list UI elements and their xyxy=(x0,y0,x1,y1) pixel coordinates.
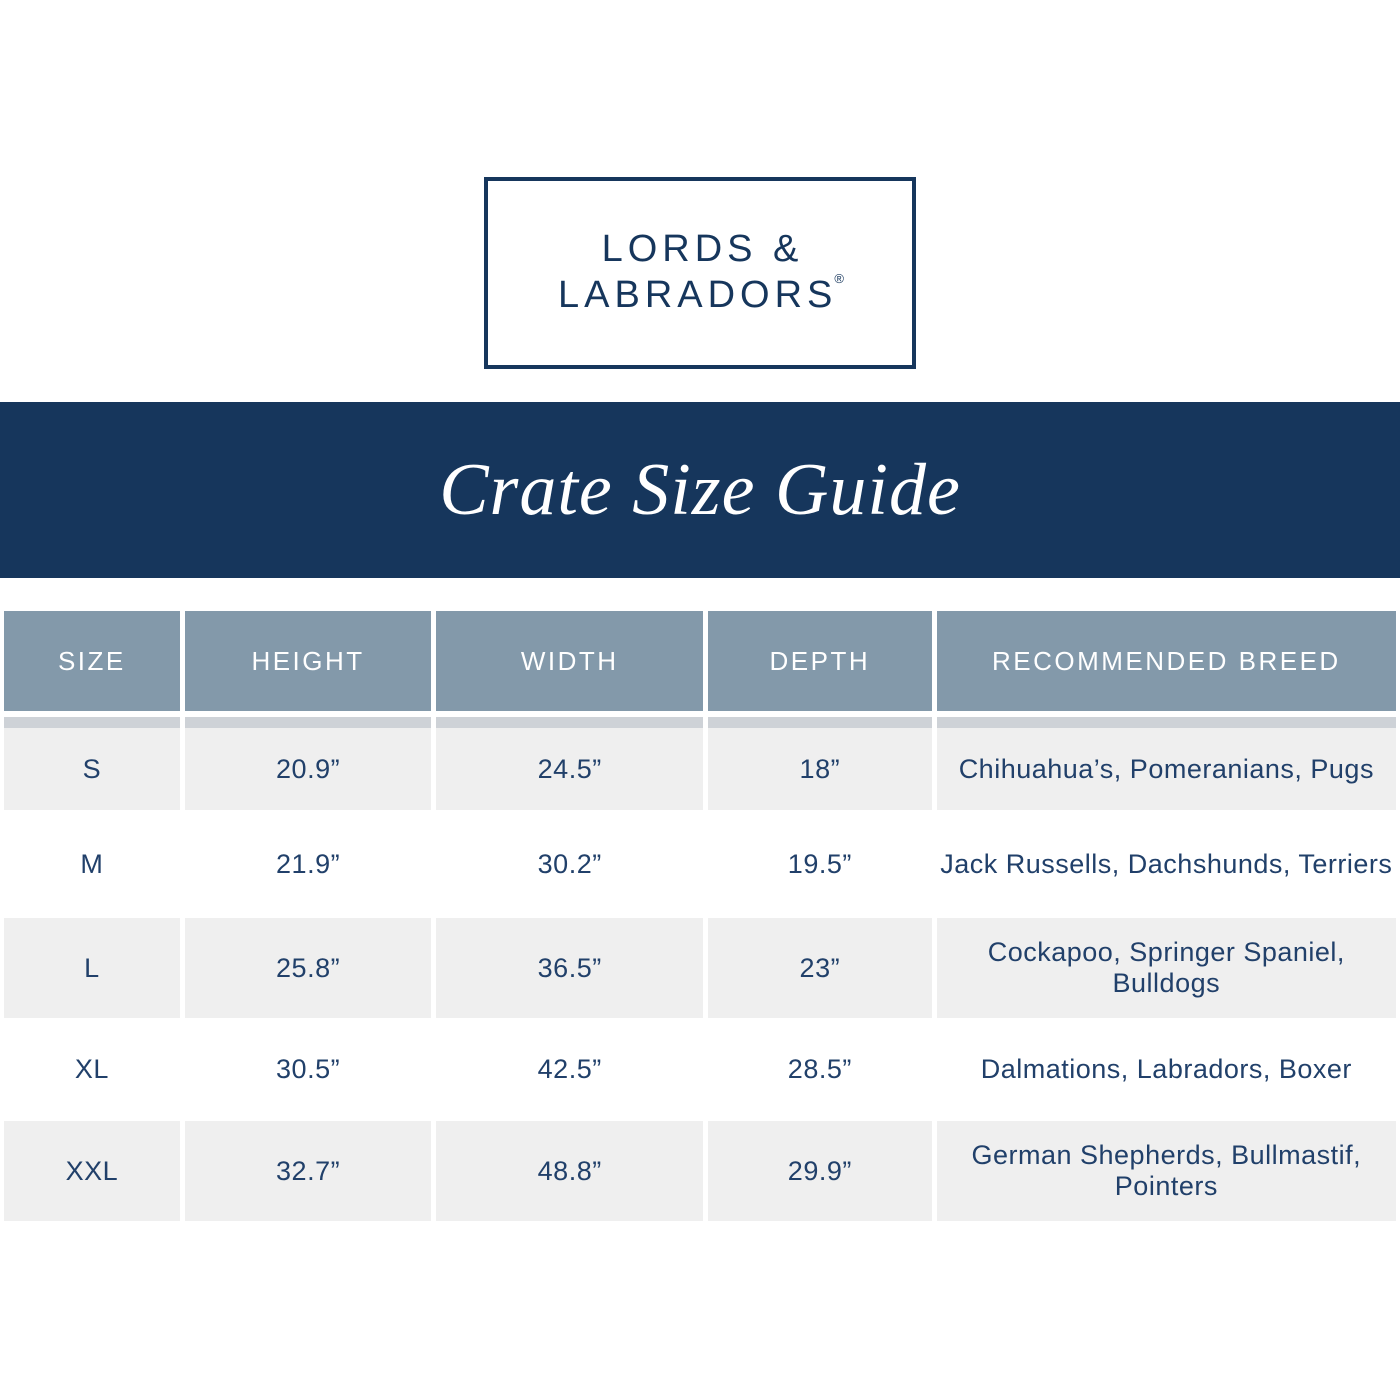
table-row-l xyxy=(4,918,1396,1018)
title-banner xyxy=(0,402,1400,578)
cell-breed: Chihuahua’s, Pomeranians, Pugs xyxy=(937,728,1396,810)
cell-depth: 29.9” xyxy=(708,1121,932,1221)
divider-strip-cell xyxy=(708,717,932,728)
cell-breed: Dalmations, Labradors, Boxer xyxy=(937,1018,1396,1121)
cell-size: M xyxy=(4,810,180,918)
brand-logo-line1: LORDS & xyxy=(601,228,804,271)
cell-width: 48.8” xyxy=(436,1121,703,1221)
header-cell-width: WIDTH xyxy=(436,611,703,711)
cell-size: XXL xyxy=(4,1121,180,1221)
header-cell-size: SIZE xyxy=(4,611,180,711)
header-cell-height: HEIGHT xyxy=(185,611,432,711)
cell-depth: 28.5” xyxy=(708,1018,932,1121)
cell-height: 20.9” xyxy=(185,728,432,810)
cell-depth: 18” xyxy=(708,728,932,810)
table-row-m xyxy=(4,810,1396,918)
header-cell-recommended-breed: RECOMMENDED BREED xyxy=(937,611,1396,711)
cell-height: 30.5” xyxy=(185,1018,432,1121)
cell-height: 21.9” xyxy=(185,810,432,918)
brand-logo-box xyxy=(484,177,916,369)
cell-depth: 23” xyxy=(708,918,932,1018)
cell-depth: 19.5” xyxy=(708,810,932,918)
registered-trademark-mark: ® xyxy=(834,271,844,286)
cell-size: XL xyxy=(4,1018,180,1121)
cell-width: 30.2” xyxy=(436,810,703,918)
brand-logo-text xyxy=(553,227,847,318)
crate-size-table xyxy=(4,611,1396,1221)
cell-width: 24.5” xyxy=(436,728,703,810)
divider-strip xyxy=(4,717,1396,728)
cell-breed: Cockapoo, Springer Spaniel, Bulldogs xyxy=(937,918,1396,1018)
cell-width: 36.5” xyxy=(436,918,703,1018)
table-row-xl xyxy=(4,1018,1396,1121)
cell-size: L xyxy=(4,918,180,1018)
table-row-s xyxy=(4,728,1396,810)
cell-size: S xyxy=(4,728,180,810)
divider-strip-cell xyxy=(185,717,432,728)
header-cell-depth: DEPTH xyxy=(708,611,932,711)
cell-breed: Jack Russells, Dachshunds, Terriers xyxy=(937,810,1396,918)
cell-width: 42.5” xyxy=(436,1018,703,1121)
divider-strip-cell xyxy=(4,717,180,728)
brand-logo-line2: LABRADORS® xyxy=(558,271,844,316)
table-row-xxl xyxy=(4,1121,1396,1221)
cell-height: 32.7” xyxy=(185,1121,432,1221)
page-title: Crate Size Guide xyxy=(439,448,961,531)
divider-strip-cell xyxy=(436,717,703,728)
cell-height: 25.8” xyxy=(185,918,432,1018)
cell-breed: German Shepherds, Bullmastif, Pointers xyxy=(937,1121,1396,1221)
table-header-row xyxy=(4,611,1396,711)
divider-strip-cell xyxy=(937,717,1396,728)
